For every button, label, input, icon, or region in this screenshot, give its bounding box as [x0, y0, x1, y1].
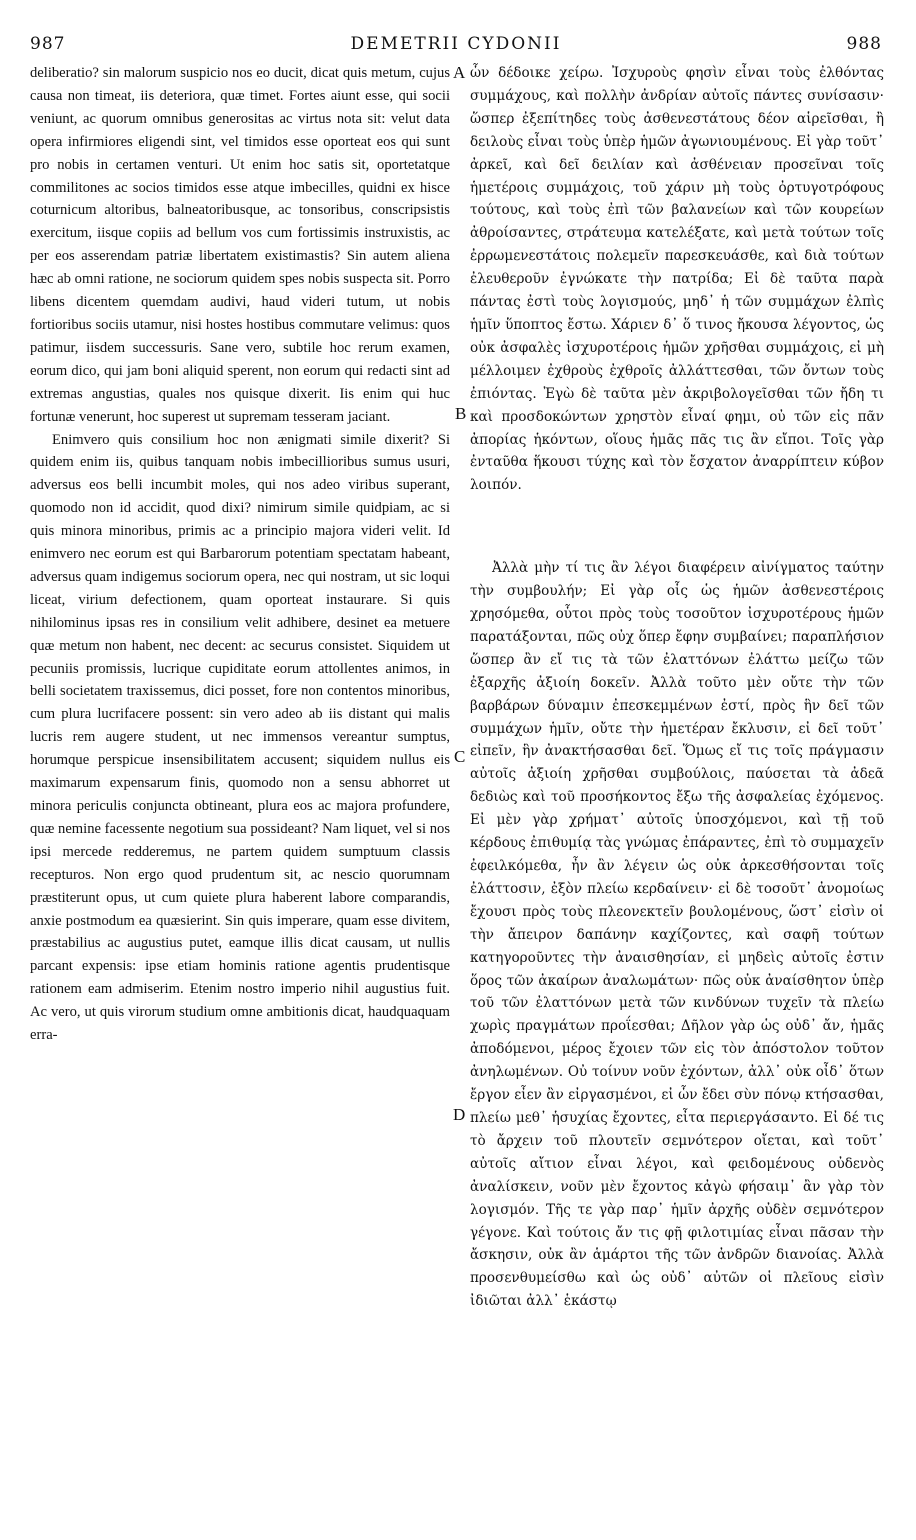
section-marker-d: D: [453, 1105, 466, 1124]
section-marker-b: B: [455, 404, 467, 423]
greek-paragraph-2: Ἀλλὰ μὴν τί τις ἂν λέγοι διαφέρειν αἰνίγματος ταύτην τὴν συμβουλήν; Εἰ γὰρ οἷς ὡς ἡμῶν ἀσθενεστέροις χρησόμεθα, οὗτοι πρὸς τοὺς τοσοῦτον ἰσχυροτέρους ἡμῶν παρατάξονται, πῶς οὐχ ὅπερ ἔφην συμβαίνει; παραπλήσιον ὥσπερ ἂν εἴ τις τὰ τῶν ἐλαττόνων ἐλάττω μείζω τῶν ἐξαρχῆς ἀξιοίη δοκεῖν. Ἀλλὰ τοῦτο μὲν οὔτε τὴν τῶν βαρβάρων δύναμιν ἐπεσκεμμένων ἐστί, πρὸς ἣν δεῖ τῶν συμμάχων ἡμῖν, οὔτε τὴν ἡμετέραν ἔκλυσιν, εἰ δεῖ τοῦτ᾽ εἰπεῖν, ἣν ἀνακτήσασθαι δεῖ. Ὅμως εἴ τις τοῖς πράγμασιν αὐτοῖς ἀξιοίη χρῆσθαι συμβούλοις, παύσεται τὰ ἀδεᾶ δεδιὼς καὶ τοῦ προσήκοντος ἔξω τῆς ἀσφαλείας ἐχόμενος. Εἰ μὲν γὰρ χρήματ᾽ αὐτοῖς ὑποσχόμενοι, καὶ τῇ τοῦ κέρδους ἐπιθυμίᾳ τὰς γνώμας ἐπάραντες, ἐπὶ τὸ συμμαχεῖν ἐφειλκόμεθα, ἦν ἂν λέγειν ὡς οὐκ ἀρκεσθήσονται τοῖς ἐλάττοσιν, ἐξὸν πλείω κερδαίνειν· εἰ δὲ τοσοῦτ᾽ ἀνομοίως ἔχουσι πρὸς τοὺς πλεονεκτεῖν βουλομένους, ὥστ᾽ εἰσὶν οἱ τὴν ἄπειρον δαπάνην καχίζοντες, καὶ σαφῆ τούτων κατηγοροῦντες τὴν ἀναισθησίαν, εἰ μηδεὶς αὐτοῖς ἐστιν ὅρος τῶν ἀκαίρων ἀναλωμάτων· πῶς οὐκ ἀναίσθητον ὑπὲρ τοῦ τῶν ἐλαττόνων μετὰ τῶν κινδύνων τυχεῖν τὰ πλείω χωρὶς πραγμάτων προΐεσθαι; Δῆλον γὰρ ὡς οὐδ᾽ ἄν, ἡμᾶς ἀποδόμενοι, μέρος ἔχοιεν τῶν εἰς τὸν ἀπόστολον τοῦτον ἀνηλωμένων. Οὐ τοίνυν νοῦν ἐχόντων, ἀλλ᾽ οὐκ οἶδ᾽ ὅτων ἔργον εἶεν ἂν εἰργασμένοι, εἰ ὧν ἔδει σὺν πόνῳ κτήσασθαι, πλείω μεθ᾽ ἡσυχίας ἔχοντες, εἶτα περιεργάσαντο. Εἰ δέ τις τὸ ἄρχειν τοῦ πλουτεῖν σεμνότερον οἴεται, καὶ τοῦτ᾽ αὐτοῖς αἴτιον εἶναι λέγοι, καὶ φειδομένους οὐδενὸς ἀναλίσκειν, νοῦν μὲν ἔχοντος κἀγὼ φήσαιμ᾽ ἂν γὰρ τὸν λογισμόν. Τῆς τε γὰρ παρ᾽ ἡμῖν ἀρχῆς οὐδὲν σεμνότερον γέγονε. Καὶ τούτοις ἄν τις φῇ φιλοτιμίας εἶναι πᾶσαν τὴν ἄσκησιν, οὐκ ἂν ἁμάρτοι τῆς τῶν ἀνδρῶν διανοίας. Ἀλλὰ προσενθυμείσθω καὶ ὡς οὐδ᾽ αὐτῶν οἱ πλεῖους εἰσὶν ἰδιῶται ἀλλ᾽ ἑκάστῳ: [470, 560, 884, 1310]
page-number-left: 987: [30, 34, 66, 54]
latin-column: [30, 62, 450, 1047]
running-title: DEMETRII CYDONII: [350, 34, 562, 54]
running-header: [30, 34, 882, 56]
greek-column: [470, 62, 884, 1313]
latin-paragraph-2: Enimvero quis consilium hoc non ænigmati simile dixerit? Si quidem enim iis, quibus tanquam nobis imbecillioribus sumus usuri, adversus eos belli incumbit moles, qui nos adeo viribus superant, quomodo non id accidit, quod dixi? nimirum simile quidpiam, ac si quis minora minoribus, primis ac a principio majora videri velit. Id enimvero nec eorum est qui Barbarorum potentiam spectatam habeant, adversus quam indigemus sociorum opera, nec qui nostram, ut sic loqui liceat, virium defectionem, quam oporteat instaurare. Si quis nihilominus ipsas res in consilium velit adhibere, desinet ea metuere quæ metum non habent, nec decent: ac securus consistet. Siquidem ut pecuniis promissis, lucrique cupiditate eorum attollentes animos, in belli societatem traxissemus, dici posset, fore non contentos minoribus, cum plura lucrifacere possent: sin vero adeo ab iis distant qui malis lucris rem augere student, ut nec immensos vereantur sumptus, horumque perspicue insensibilitatem accusent; siquidem nullus eis maximarum expensarum finis, quomodo non a sensu abhorret ut minora periculis conjuncta obtineant, plura eos ac majora profundere, quæ nemine facessente negotium sua possideant? Nam liquet, vel si nos ipsi mercede redderemus, ne partem quidem sumptuum classis recepturos. Non ergo quod prudentum sit, ac nescio quorumnam præstiterunt opus, ut cum quiete plura haberent labore comparandis, anxie postmodum ea quæsierint. Sin quis imperare, quam esse divitem, præstabilius ac augustius putet, eamque illis dicat causam, ut nullis parcant expensis: ipse etiam hominis ratione agentis prudentisque rationem eam admiserim. Etenim nostro imperio nihil augustius fuit. Ac vero, ut quis virorum studium omne ambitionis dicat, haudquaquam erra-: [30, 431, 450, 1044]
section-marker-c: C: [454, 747, 466, 766]
section-marker-a: A: [453, 63, 466, 82]
greek-paragraph-1: ὧν δέδοικε χείρω. Ἰσχυροὺς φησὶν εἶναι τοὺς ἐλθόντας συμμάχους, καὶ πολλὴν ἀνδρίαν αὐτοῖς πάντες συνίσασιν· ὥσπερ ἐξεπίτηδες τοὺς ἀσθενεστάτους δέον αἱρεῖσθαι, ἢ δειλοὺς εἶναι τοὺς ὑπὲρ ἡμῶν ἀγωνιουμένους. Εἰ γὰρ τοῦτ᾽ ἀρκεῖ, καὶ δεῖ δειλίαν καὶ ἀσθένειαν προσεῖναι τοῖς ἡμετέροις συμμάχοις, τοῦ χάριν μὴ τοὺς ὀρτυγοτρόφους τούτους, καὶ τοὺς ἐπὶ τῶν βαλανείων καὶ τῶν κουρείων ἀθροίσαντες, στράτευμα κατελέξατε, καὶ μετὰ τούτων τοῖς ἐρρωμενεστάτοις πολεμεῖν παρεσκευάσθε, καὶ διὰ τούτων ἐλευθεροῦν ἐγνώκατε τὴν πατρίδα; Εἰ δὲ ταῦτα παρὰ πάντας ἐστὶ τοὺς λογισμούς, μηδ᾽ ἡ τῶν συμμάχων ἐλπὶς ἡμῖν ὕποπτος ἔστω. Χάριεν δ᾽ ὅ τινος ἤκουσα λέγοντος, ὡς οὐκ ἀσφαλὲς ἰσχυροτέροις ἡμῶν χρῆσθαι συμμάχοις, εἰ μὴ μέλλοιμεν ἐχθροὺς ἐχθροῖς ἀλλάττεσθαι, τῶν ὄντων τοὺς ἐπιόντας. Ἐγὼ δὲ ταῦτα μὲν ἀκριβολογεῖσθαι τῶν ἤδη τι καὶ προσδοκώντων χρηστὸν εἶναί φημι, οὐ τῶν εἰς πᾶν ἀπορίας ἡκόντων, οἵους ἡμᾶς πᾶς τις ἂν εἴποι. Τοῖς γὰρ ἐνταῦθα ἥκουσι τύχης καὶ τὸν ἔσχατον ἀναρρίπτειν κύβον λοιπόν.: [470, 65, 884, 494]
latin-paragraph-1: deliberatio? sin malorum suspicio nos eo ducit, dicat quis metum, cujus causa non timeat, iis deteriora, quæ timet. Fortes aiunt esse, qui socii veniunt, ac quorum omnibus generositas ac virtus nota sit: velut data opera infirmiores eligendi sint, vel timidos esse oporteat eos qui sunt pro nobis in certamen venturi. Ut enim hoc satis sit, oportetatque commilitones ac socios timidos esse atque imbecilles, quidni ex hisce coturnicum altoribus, balneatoribusque, ac tonsoribus, conscripsistis exercitum, iisque copiis ad bellum vos cum fortissimis instruxistis, ac per eos asserendam patriæ libertatem existimastis? Sin autem aliena hæc ab omni ratione, ne sociorum quidem spes nobis suspecta sit. Porro libens dicentem quemdam audivi, haud videri tutum, ut nobis fortioribus sociis utamur, nisi hostes hostibus commutare velimus: quos patimur, iisdem successuris. Sane vero, subtile hoc rerum examen, eorum dico, qui jam boni aliquid sperent, non eorum qui redacti sint ad extremas angustias, quales nos quisque dixerit. Iis enim qui huc fortunæ venerunt, hoc superest ut supremam tesseram jaciant.: [30, 65, 450, 425]
page-number-right: 988: [846, 34, 882, 54]
